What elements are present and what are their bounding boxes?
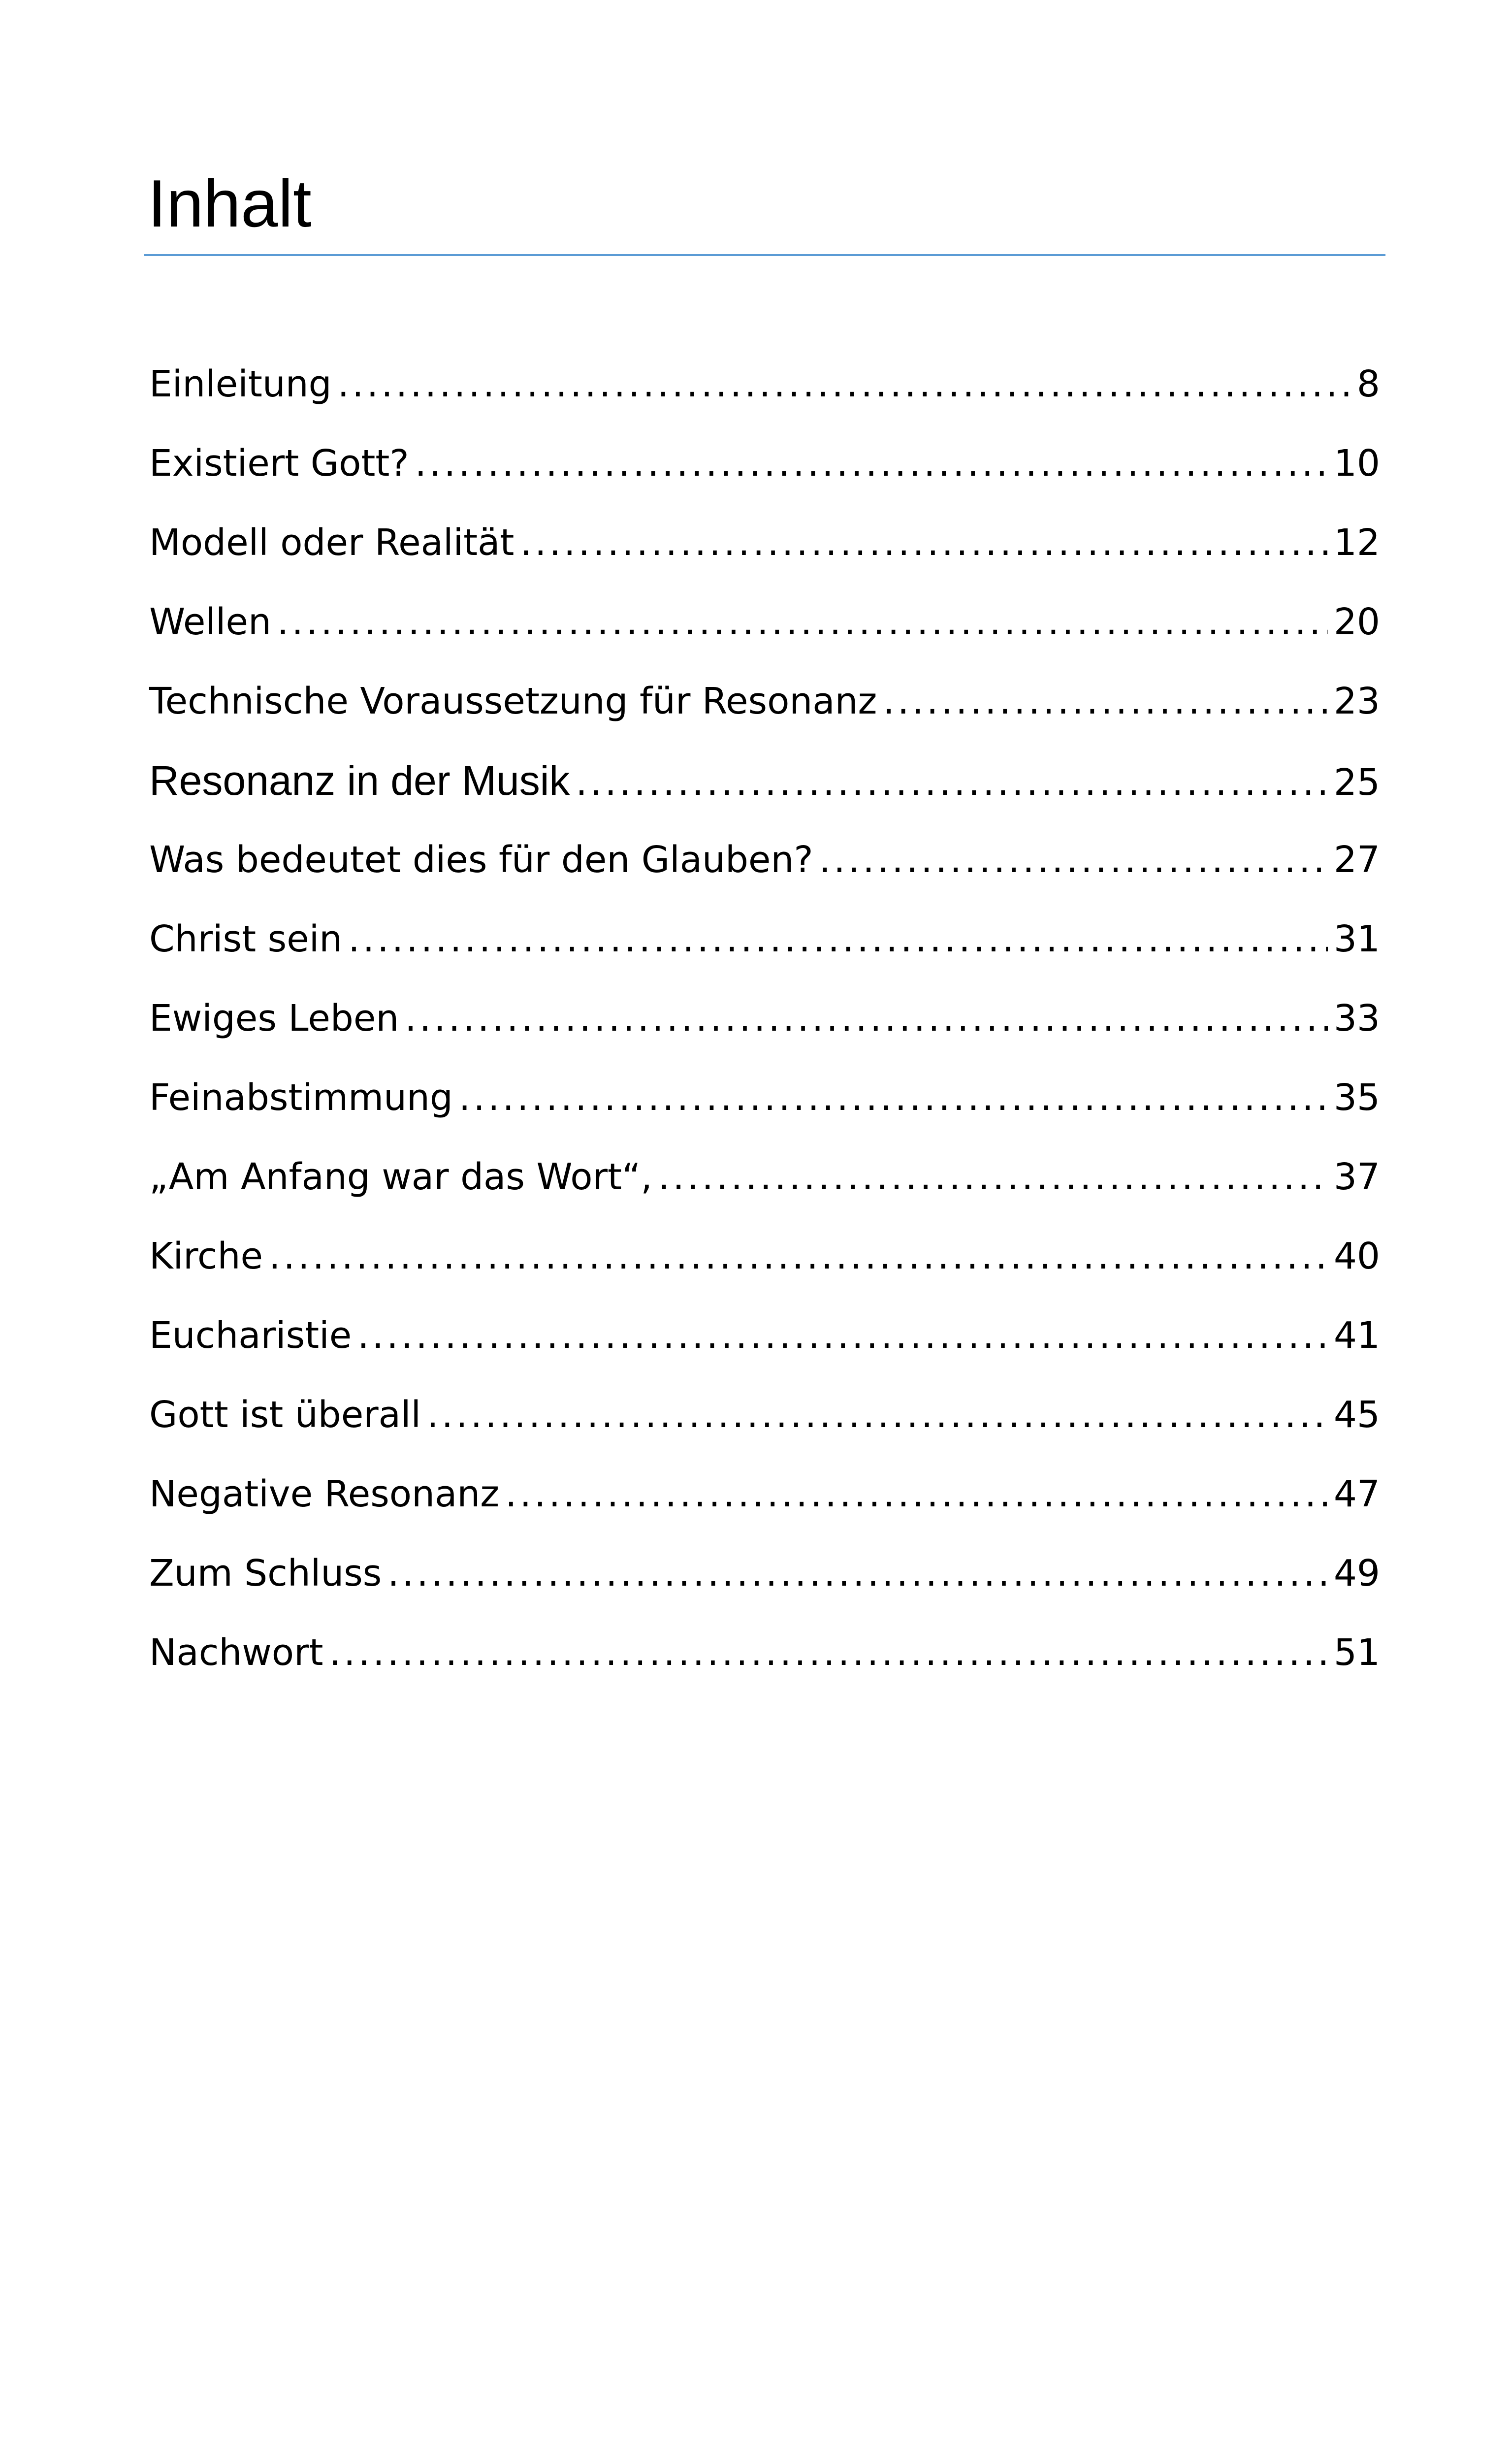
toc-entry-page: 40 (1333, 1235, 1380, 1277)
toc-entry-existiert-gott[interactable] (149, 424, 1380, 503)
toc-leader-dots (387, 1534, 1328, 1613)
toc-entry-title: Zum Schluss (149, 1552, 382, 1595)
toc-entry-title: Wellen (149, 601, 271, 643)
toc-entry-title: Christ sein (149, 918, 343, 960)
toc-entry-page: 25 (1333, 761, 1380, 804)
toc-leader-dots (658, 1138, 1328, 1217)
toc-entry-title: Existiert Gott? (149, 442, 409, 485)
toc-leader-dots (357, 1296, 1328, 1375)
toc-entry-feinabstimmung[interactable] (149, 1058, 1380, 1138)
toc-entry-ewiges-leben[interactable] (149, 979, 1380, 1058)
toc-leader-dots (505, 1455, 1328, 1534)
toc-entry-title: Resonanz in der Musik (149, 757, 570, 804)
toc-entry-eucharistie[interactable] (149, 1296, 1380, 1375)
toc-entry-page: 45 (1333, 1394, 1380, 1436)
toc-entry-page: 51 (1333, 1631, 1380, 1674)
toc-leader-dots (277, 583, 1328, 662)
toc-leader-dots (819, 820, 1328, 900)
toc-entry-christ-sein[interactable] (149, 900, 1380, 979)
toc-leader-dots (520, 503, 1327, 583)
toc-entry-technische-voraussetzung[interactable] (149, 662, 1380, 741)
heading-underline (144, 254, 1385, 256)
toc-leader-dots (883, 662, 1327, 741)
toc-entry-page: 49 (1333, 1552, 1380, 1595)
toc-entry-page: 35 (1333, 1076, 1380, 1119)
toc-leader-dots (576, 743, 1327, 822)
toc-entry-page: 23 (1333, 680, 1380, 722)
toc-leader-dots (329, 1613, 1328, 1693)
toc-entry-negative-resonanz[interactable] (149, 1455, 1380, 1534)
toc-entry-page: 8 (1356, 363, 1380, 405)
toc-entry-zum-schluss[interactable] (149, 1534, 1380, 1613)
toc-entry-title: Technische Voraussetzung für Resonanz (149, 680, 877, 722)
toc-entry-page: 37 (1333, 1156, 1380, 1198)
toc-entry-title: „Am Anfang war das Wort“, (149, 1156, 652, 1198)
table-of-contents (149, 345, 1380, 1693)
toc-entry-title: Nachwort (149, 1631, 323, 1674)
toc-entry-title: Feinabstimmung (149, 1076, 453, 1119)
toc-entry-modell-oder-realitaet[interactable] (149, 503, 1380, 583)
toc-entry-nachwort[interactable] (149, 1613, 1380, 1693)
toc-entry-kirche[interactable] (149, 1217, 1380, 1296)
toc-leader-dots (427, 1375, 1328, 1455)
toc-entry-title: Negative Resonanz (149, 1473, 500, 1515)
toc-entry-title: Einleitung (149, 363, 332, 405)
toc-entry-page: 33 (1333, 997, 1380, 1040)
toc-entry-page: 47 (1333, 1473, 1380, 1515)
toc-entry-gott-ist-ueberall[interactable] (149, 1375, 1380, 1455)
toc-entry-page: 31 (1333, 918, 1380, 960)
toc-leader-dots (405, 979, 1328, 1058)
toc-entry-am-anfang-war-das-wort[interactable] (149, 1138, 1380, 1217)
toc-leader-dots (459, 1058, 1328, 1138)
toc-entry-page: 10 (1333, 442, 1380, 485)
toc-entry-title: Ewiges Leben (149, 997, 399, 1040)
toc-entry-page: 27 (1333, 839, 1380, 881)
toc-entry-resonanz-in-der-musik[interactable] (149, 741, 1380, 820)
toc-entry-title: Was bedeutet dies für den Glauben? (149, 839, 813, 881)
toc-entry-page: 41 (1333, 1314, 1380, 1357)
toc-leader-dots (338, 345, 1351, 424)
toc-entry-page: 12 (1333, 521, 1380, 564)
toc-entry-title: Modell oder Realität (149, 521, 515, 564)
page-title: Inhalt (148, 166, 312, 241)
toc-leader-dots (415, 424, 1328, 503)
toc-entry-title: Eucharistie (149, 1314, 352, 1357)
toc-leader-dots (348, 900, 1328, 979)
toc-leader-dots (269, 1217, 1328, 1296)
toc-entry-page: 20 (1333, 601, 1380, 643)
toc-entry-title: Kirche (149, 1235, 263, 1277)
toc-entry-wellen[interactable] (149, 583, 1380, 662)
toc-entry-title: Gott ist überall (149, 1394, 421, 1436)
toc-entry-einleitung[interactable] (149, 345, 1380, 424)
toc-entry-was-bedeutet-dies[interactable] (149, 820, 1380, 900)
